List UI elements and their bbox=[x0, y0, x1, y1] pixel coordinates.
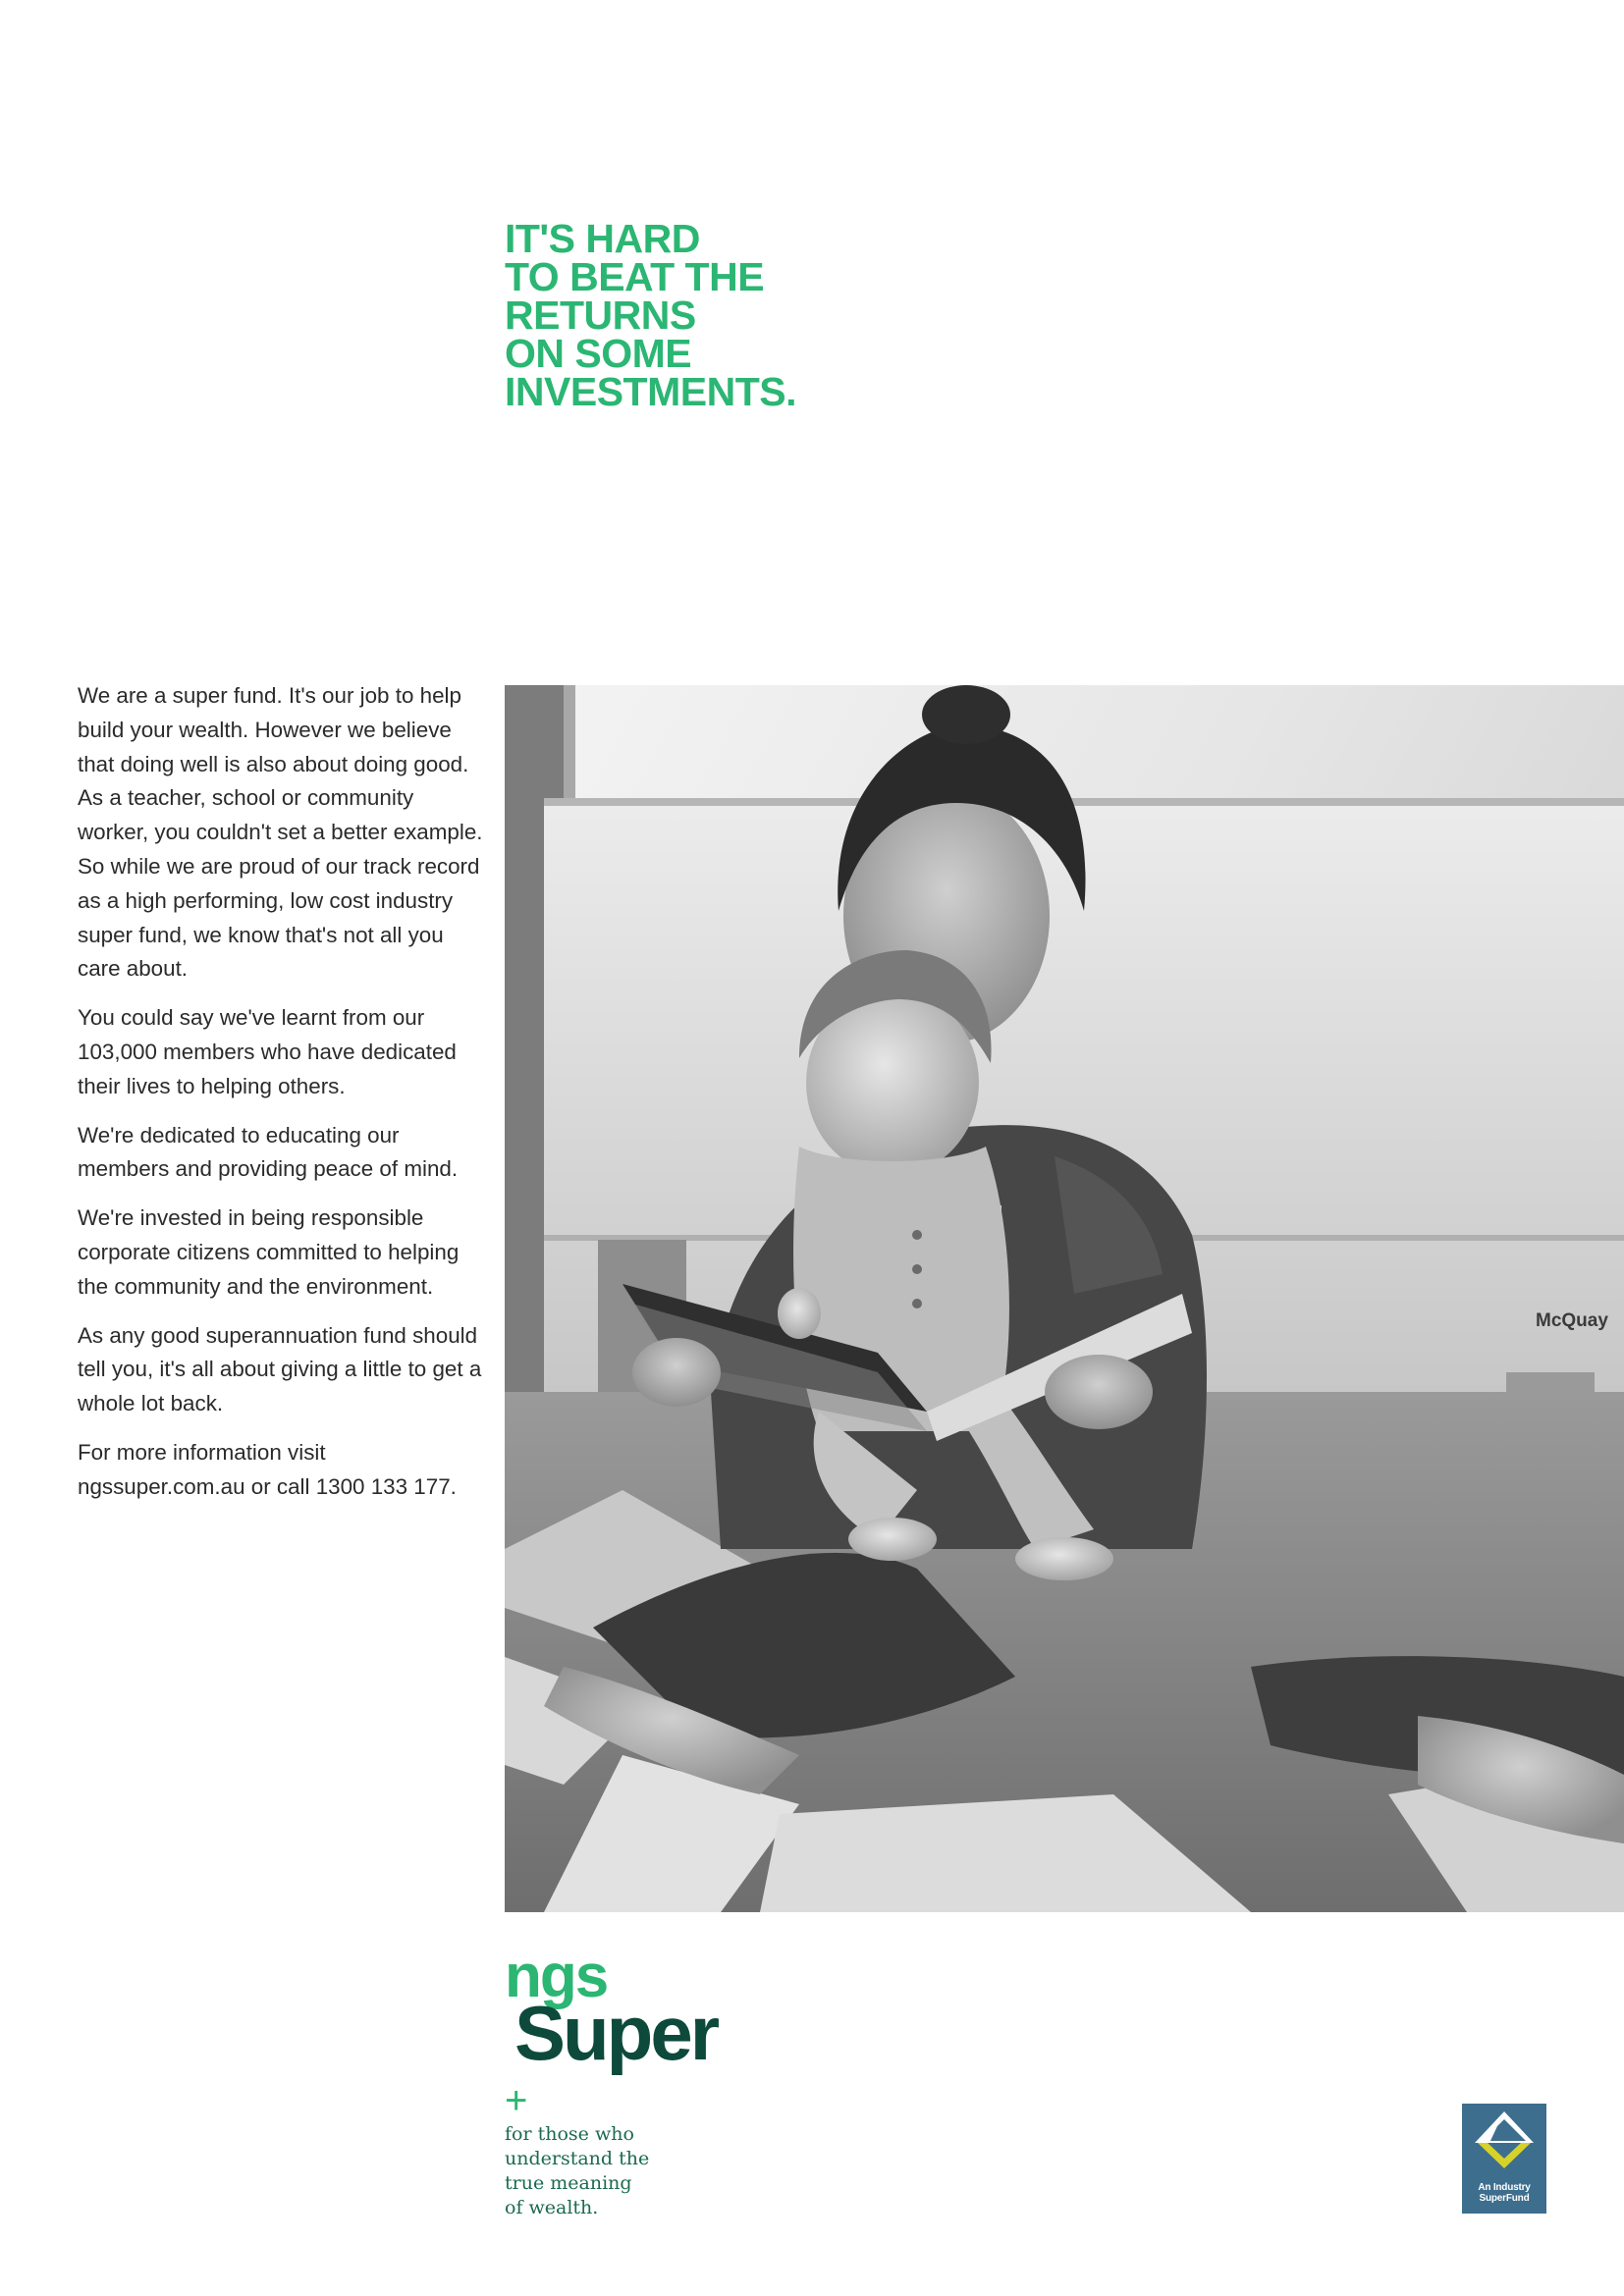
photo-mother-reading-to-child bbox=[505, 685, 1624, 1912]
tagline bbox=[505, 2122, 721, 2220]
appliance-brand-label: McQuay bbox=[1536, 1310, 1608, 1331]
badge-text-line-1: An Industry bbox=[1478, 2182, 1531, 2193]
headline-line-4: ON SOME bbox=[505, 331, 692, 376]
industry-superfund-badge bbox=[1462, 2104, 1546, 2214]
headline-line-2: TO BEAT THE bbox=[505, 254, 765, 299]
tagline-line-3: true meaning bbox=[505, 2172, 632, 2194]
headline-line-1: IT'S HARD bbox=[505, 216, 700, 261]
body-paragraph-3: We're dedicated to educating our members and providing peace of mind. bbox=[78, 1122, 459, 1182]
body-paragraph-6: For more information visit ngssuper.com.au or call 1300 133 177. bbox=[78, 1439, 457, 1499]
tagline-line-1: for those who bbox=[505, 2123, 634, 2145]
badge-text-line-2: SuperFund bbox=[1479, 2193, 1530, 2204]
badge-text bbox=[1462, 2182, 1546, 2204]
body-paragraph-4: We're invested in being responsible corporate citizens committed to helping the community and the environment. bbox=[78, 1205, 460, 1299]
tagline-line-2: understand the bbox=[505, 2148, 650, 2169]
headline bbox=[505, 216, 1015, 414]
logo-super-text: Super bbox=[514, 1990, 718, 2076]
body-copy bbox=[78, 679, 490, 1520]
body-paragraph-2: You could say we've learnt from our 103,000 members who have dedicated their lives to helping others. bbox=[78, 1005, 457, 1098]
logo-ngs-text: ngs bbox=[505, 1943, 608, 2010]
body-paragraph-1: We are a super fund. It's our job to help build your wealth. However we believe that doing well is also about doing good. As a teacher, school or community worker, you couldn't set a better example. So while we are proud of our track record as a high performing, low cost industry super fund, we know that's not all you care about. bbox=[78, 683, 483, 982]
body-paragraph-5: As any good superannuation fund should tell you, it's all about giving a little to get a whole lot back. bbox=[78, 1322, 482, 1416]
logo-plus-icon: + bbox=[505, 2079, 528, 2122]
tagline-line-4: of wealth. bbox=[505, 2197, 599, 2218]
headline-line-3: RETURNS bbox=[505, 293, 696, 338]
industry-superfund-emblem-icon bbox=[1462, 2104, 1546, 2172]
headline-line-5: INVESTMENTS. bbox=[505, 369, 796, 414]
